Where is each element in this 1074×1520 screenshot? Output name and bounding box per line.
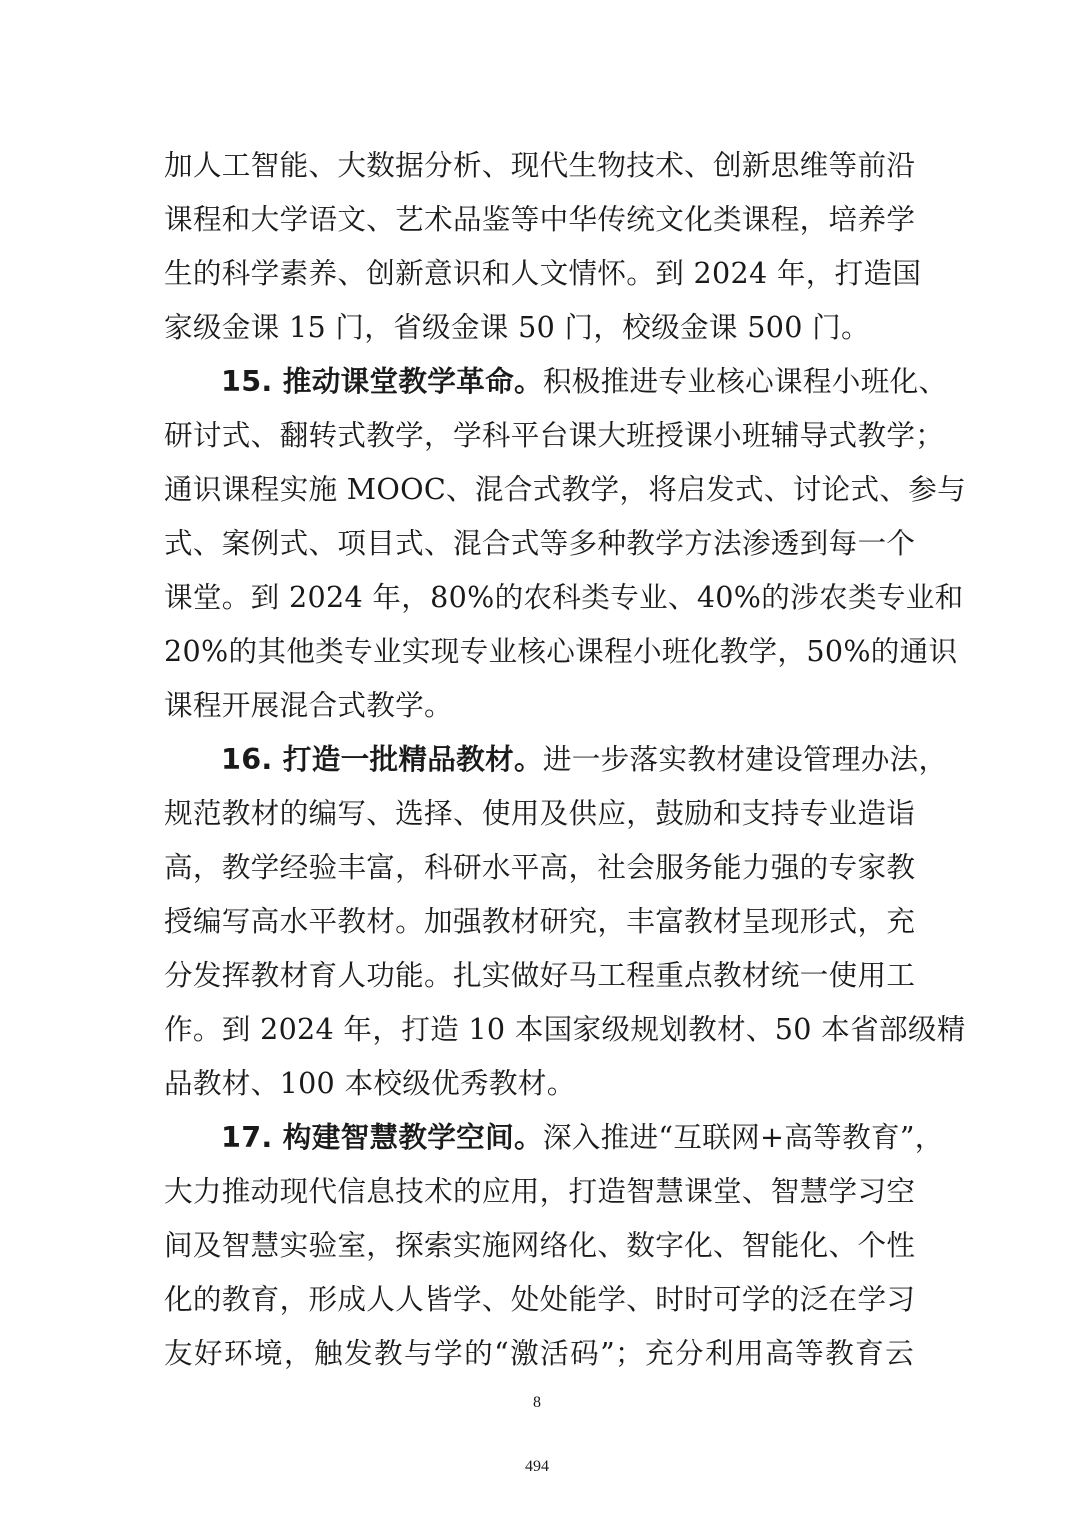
text-line: 授编写高水平教材。加强教材研究，丰富教材呈现形式，充 [164,904,916,938]
text-line: 规范教材的编写、选择、使用及供应，鼓励和支持专业造诣 [164,796,916,830]
text-line: 友好环境，触发教与学的“激活码”；充分利用高等教育云 [164,1336,914,1370]
text-line: 作。到 2024 年，打造 10 本国家级规划教材、50 本省部级精 [164,1012,966,1046]
text-line: 化的教育，形成人人皆学、处处能学、时时可学的泛在学习 [164,1282,916,1316]
page-number: 8 [533,1394,541,1411]
text-line: 课程开展混合式教学。 [164,688,453,722]
text-line: 通识课程实施 MOOC、混合式教学，将启发式、讨论式、参与 [164,472,967,506]
section-first-line-text: 积极推进专业核心课程小班化、 [542,364,948,398]
section-first-line [164,732,948,786]
section-first-line-text: 进一步落实教材建设管理办法， [542,742,948,776]
section-heading: 15. 推动课堂教学革命。 [221,364,543,398]
section-heading: 17. 构建智慧教学空间。 [221,1120,543,1154]
text-line: 生的科学素养、创新意识和人文情怀。到 2024 年，打造国 [164,256,922,290]
section-15-paragraph [164,354,967,732]
section-16-paragraph [164,732,966,1110]
text-line: 20%的其他类专业实现专业核心课程小班化教学，50%的通识 [164,634,958,668]
text-line: 分发挥教材育人功能。扎实做好马工程重点教材统一使用工 [164,958,916,992]
paragraph-continuation [164,138,922,354]
section-heading: 16. 打造一批精品教材。 [221,742,543,776]
text-line: 品教材、100 本校级优秀教材。 [164,1066,576,1100]
text-line: 间及智慧实验室，探索实施网络化、数字化、智能化、个性 [164,1228,916,1262]
section-first-line [164,1110,944,1164]
text-line: 大力推动现代信息技术的应用，打造智慧课堂、智慧学习空 [164,1174,916,1208]
section-17-paragraph [164,1110,944,1380]
text-line: 研讨式、翻转式教学，学科平台课大班授课小班辅导式教学； [164,418,945,452]
section-first-line-text: 深入推进“互联网+高等教育”， [542,1120,944,1154]
text-line: 课堂。到 2024 年，80%的农科类专业、40%的涉农类专业和 [164,580,964,614]
volume-page-number: 494 [525,1458,549,1475]
text-line: 式、案例式、项目式、混合式等多种教学方法渗透到每一个 [164,526,916,560]
text-line: 高，教学经验丰富，科研水平高，社会服务能力强的专家教 [164,850,916,884]
section-first-line [164,354,948,408]
text-line: 家级金课 15 门，省级金课 50 门，校级金课 500 门。 [164,310,870,344]
text-line: 加人工智能、大数据分析、现代生物技术、创新思维等前沿 [164,148,916,182]
text-line: 课程和大学语文、艺术品鉴等中华传统文化类课程，培养学 [164,202,916,236]
document-body [164,138,967,1380]
